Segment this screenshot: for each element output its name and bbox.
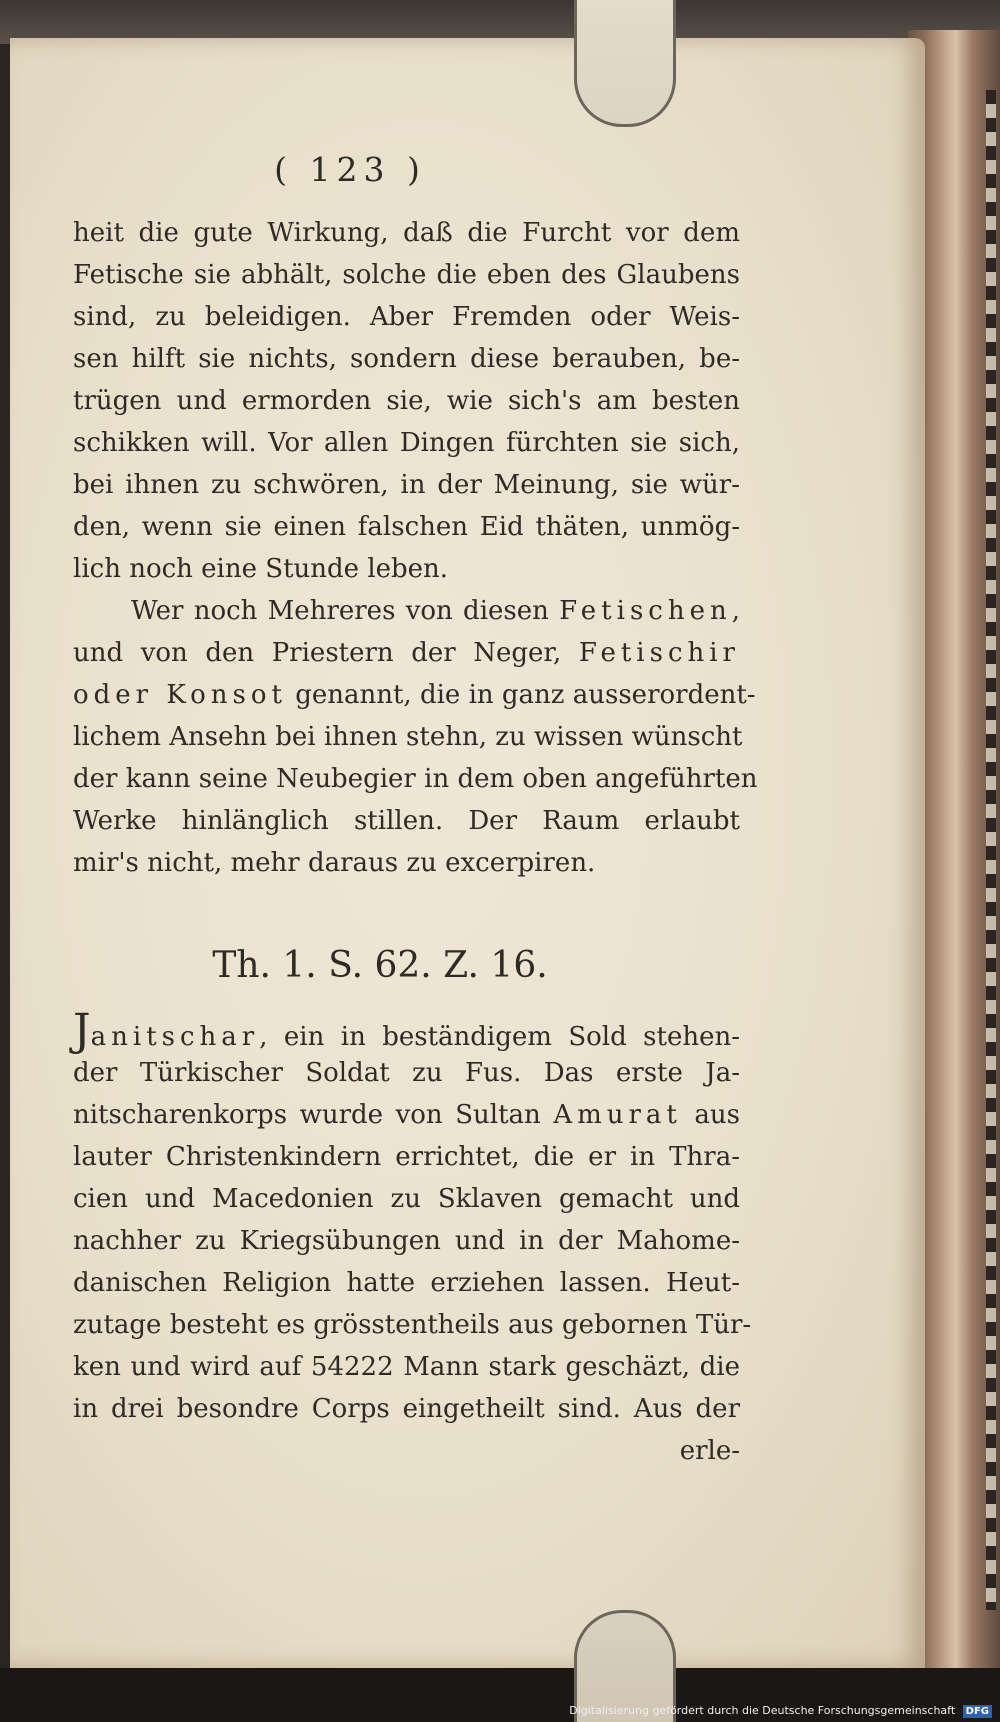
text-line bbox=[73, 1005, 740, 1056]
text-line: bei ihnen zu schwören, in der Meinung, sie wür- bbox=[73, 470, 740, 500]
text-line: Werke hinlänglich stillen. Der Raum erlaubt bbox=[73, 806, 740, 836]
text-line: zutage besteht es grösstentheils aus gebornen Tür- bbox=[73, 1310, 752, 1340]
text-line: cien und Macedonien zu Sklaven gemacht und bbox=[73, 1184, 740, 1214]
text-run: Wer noch Mehreres von diesen bbox=[131, 596, 560, 626]
text-line: sen hilft sie nichts, sondern diese berauben, be- bbox=[73, 344, 740, 374]
paragraph-fetish-continuation bbox=[73, 212, 740, 590]
credit-text: Digitalisierung gefördert durch die Deutsche Forschungsgemeinschaft bbox=[569, 1704, 956, 1717]
text-line: trügen und ermorden sie, wie sich's am besten bbox=[73, 386, 740, 416]
paragraph-janitschar bbox=[73, 1005, 752, 1472]
page-number: ( 123 ) bbox=[274, 150, 426, 189]
text-line: den, wenn sie einen falschen Eid thäten, unmög- bbox=[73, 512, 740, 542]
text-run: , bbox=[731, 596, 740, 626]
spaced-term: Fetischir bbox=[578, 638, 740, 668]
section-heading: Th. 1. S. 62. Z. 16. bbox=[212, 945, 548, 986]
text-line bbox=[73, 1094, 740, 1136]
digitization-credit bbox=[569, 1704, 992, 1718]
text-line: nachher zu Kriegsübungen und in der Mahome- bbox=[73, 1226, 740, 1256]
text-line: in drei besondre Corps eingetheilt sind. Aus der bbox=[73, 1394, 740, 1424]
paragraph-further-reading bbox=[73, 590, 758, 884]
text-line: der kann seine Neubegier in dem oben angeführten bbox=[73, 764, 758, 794]
catchword: erle- bbox=[679, 1436, 740, 1466]
text-line: Fetische sie abhält, solche die eben des Glaubens bbox=[73, 260, 740, 290]
spaced-term: Amurat bbox=[553, 1100, 682, 1130]
initial-letter: J bbox=[73, 1005, 91, 1056]
text-line: sind, zu beleidigen. Aber Fremden oder Weis- bbox=[73, 302, 740, 332]
text-line: ken und wird auf 54222 Mann stark geschäzt, die bbox=[73, 1352, 740, 1382]
dfg-logo: DFG bbox=[963, 1705, 992, 1718]
text-line: mir's nicht, mehr daraus zu excerpiren. bbox=[73, 848, 596, 878]
text-line: heit die gute Wirkung, daß die Furcht vor dem bbox=[73, 218, 740, 248]
text-line: lich noch eine Stunde leben. bbox=[73, 554, 449, 584]
text-line bbox=[73, 674, 756, 716]
text-run: aus bbox=[681, 1100, 741, 1130]
text-run: nitscharenkorps wurde von Sultan bbox=[73, 1100, 554, 1130]
spaced-term: Fetischen bbox=[559, 596, 732, 626]
text-line: schikken will. Vor allen Dingen fürchten sie sich, bbox=[73, 428, 740, 458]
text-run: , ein in beständigem Sold stehen- bbox=[259, 1022, 740, 1052]
spaced-term: oder Konsot bbox=[73, 680, 287, 710]
text-line: der Türkischer Soldat zu Fus. Das erste Ja- bbox=[73, 1058, 740, 1088]
text-line bbox=[73, 632, 740, 674]
text-line: lauter Christenkindern errichtet, die er in Thra- bbox=[73, 1142, 740, 1172]
text-run: genannt, die in ganz ausserordent- bbox=[286, 680, 756, 710]
text-line bbox=[73, 590, 740, 632]
scanner-clamp-top bbox=[574, 0, 676, 127]
spaced-term: anitschar bbox=[90, 1022, 260, 1052]
text-run: und von den Priestern der Neger, bbox=[73, 638, 579, 668]
text-line: danischen Religion hatte erziehen lassen. Heut- bbox=[73, 1268, 740, 1298]
text-line: lichem Ansehn bei ihnen stehn, zu wissen wünscht bbox=[73, 722, 743, 752]
